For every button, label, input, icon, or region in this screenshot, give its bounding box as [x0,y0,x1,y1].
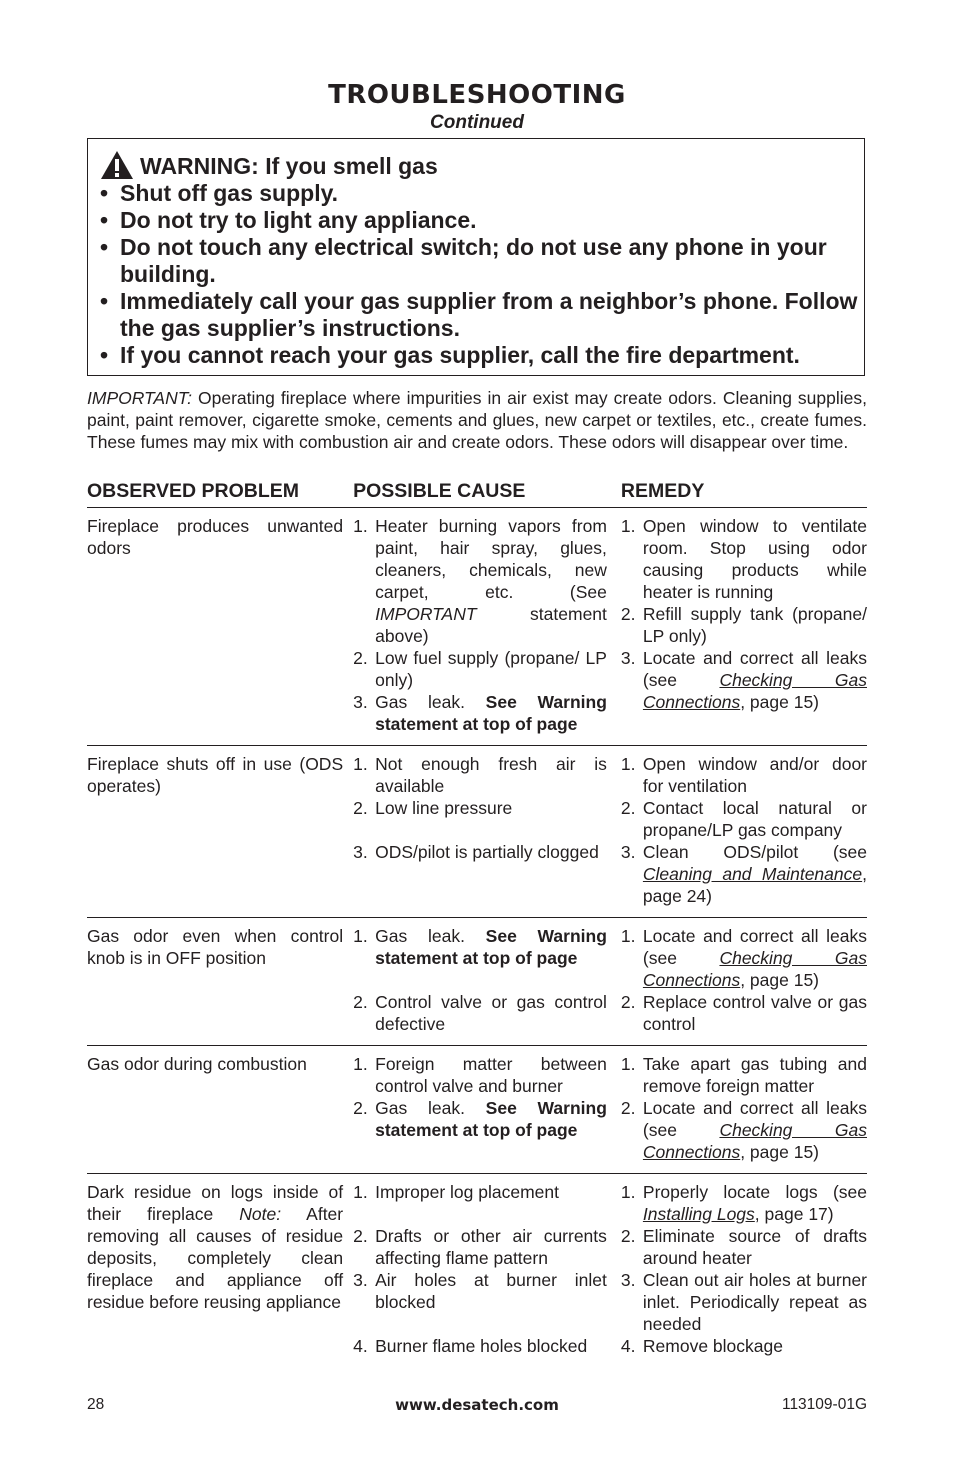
list-item: 1. Not enough fresh air is available [353,754,607,796]
header-possible-cause: POSSIBLE CAUSE [353,478,621,508]
website-link[interactable]: www.desatech.com [395,1396,559,1414]
troubleshooting-table [87,478,867,1367]
list-item: 2. Drafts or other air currents affecting flame pattern [353,1226,607,1268]
warning-list [100,180,864,369]
header-remedy: REMEDY [621,478,867,508]
list-item: 2. Low fuel supply (propane/ LP only) [353,648,607,690]
list-item: 2. Gas leak. See Warning statement at top of page [353,1098,607,1140]
list-item: 1. Locate and correct all leaks (see Checking Gas Connections, page 15) [620,926,867,990]
warning-item: • If you cannot reach your gas supplier, call the fire department. [100,342,864,369]
checking-gas-connections-link[interactable]: Checking Gas Connections [642,948,867,990]
warning-heading-text: WARNING: If you smell gas [140,153,438,179]
important-text: Operating fireplace where impurities in air exist may create odors. Cleaning supplies, paint, paint remover, cigarette smoke, cements and glues, new carpet or textiles, etc., create fumes. These fumes may mix with combustion air and create odors. These odors will disappear over time. [87,388,867,452]
list-item: 4. Burner flame holes blocked [353,1336,588,1356]
table-row [87,1046,867,1174]
list-item: 3. Clean out air holes at burner inlet. Periodically repeat as needed [620,1270,867,1334]
spacer [353,1313,607,1335]
list-item: 1. Open window to ventilate room. Stop using odor causing products while heater is running [620,516,867,602]
document-number: 113109-01G [781,1396,867,1413]
remedy-cell [621,918,867,1046]
warning-item: • Do not touch any electrical switch; do not use any phone in your building. [100,234,864,288]
warning-heading [100,153,864,180]
table-row [87,508,867,746]
remedy-cell [621,508,867,746]
important-label: IMPORTANT: [87,388,192,408]
page-number: 28 [87,1396,105,1413]
list-item: 2. Refill supply tank (propane/ LP only) [620,604,867,646]
remedy-cell [621,746,867,918]
spacer [353,819,607,841]
list-item: 2. Replace control valve or gas control [620,992,867,1034]
page-subtitle: Continued [430,112,524,133]
spacer [353,1203,607,1225]
problem-cell: Gas odor even when control knob is in OFF position [87,918,353,1046]
warning-item: • Shut off gas supply. [100,180,864,207]
list-item: 1. Properly locate logs (see Installing Logs, page 17) [620,1182,867,1224]
cause-cell [353,746,621,918]
list-item: 2. Eliminate source of drafts around heater [620,1226,867,1268]
problem-cell: Fireplace shuts off in use (ODS operates) [87,746,353,918]
problem-cell: Gas odor during combustion [87,1046,353,1174]
cause-cell [353,918,621,1046]
cause-cell [353,1046,621,1174]
list-item: 3. Locate and correct all leaks (see Checking Gas Connections, page 15) [620,648,867,712]
problem-cell: Fireplace produces unwanted odors [87,508,353,746]
list-item: 1. Improper log placement [353,1182,559,1202]
list-item: 3. Clean ODS/pilot (see Cleaning and Maintenance, page 24) [620,842,867,906]
warning-item: • Immediately call your gas supplier from a neighbor’s phone. Follow the gas supplier’s instructions. [100,288,864,342]
list-item: 1. Take apart gas tubing and remove foreign matter [620,1054,867,1096]
gas-warning-box [87,138,865,376]
page-title: TROUBLESHOOTING [328,80,626,110]
warning-triangle-icon [100,150,134,180]
cause-cell [353,508,621,746]
warning-item: • Do not try to light any appliance. [100,207,864,234]
spacer [353,969,607,991]
list-item: 1. Gas leak. See Warning statement at top of page [353,926,607,968]
installing-logs-link[interactable]: Installing Logs [642,1204,755,1224]
list-item: 3. Air holes at burner inlet blocked [353,1270,607,1312]
cause-cell [353,1174,621,1368]
list-item: 2. Locate and correct all leaks (see Checking Gas Connections, page 15) [620,1098,867,1162]
checking-gas-connections-link[interactable]: Checking Gas Connections [642,670,867,712]
list-item: 3. ODS/pilot is partially clogged [353,842,599,862]
see-warning-text: See Warning statement at top of page [375,692,607,734]
cleaning-maintenance-link[interactable]: Cleaning and Maintenance [642,864,863,884]
list-item: 2. Contact local natural or propane/LP gas company [620,798,867,840]
list-item: 4. Remove blockage [620,1336,783,1356]
table-row [87,918,867,1046]
table-header-row [87,478,867,508]
list-item: 1. Heater burning vapors from paint, hair spray, glues, cleaners, chemicals, new carpet, etc. (See IMPORTANT statement above) [353,516,607,646]
table-row [87,1174,867,1368]
remedy-cell [621,1174,867,1368]
checking-gas-connections-link[interactable]: Checking Gas Connections [642,1120,867,1162]
list-item: 2. Low line pressure [353,798,513,818]
list-item: 2. Control valve or gas control defective [353,992,607,1034]
list-item: 1. Open window and/or door for ventilation [620,754,867,796]
see-warning-text: See Warning statement at top of page [375,1098,607,1140]
problem-cell: Dark residue on logs inside of their fireplace Note: After removing all causes of residue deposits, completely clean fireplace and appliance off residue before reusing appliance [87,1182,344,1312]
see-warning-text: See Warning statement at top of page [375,926,607,968]
remedy-cell [621,1046,867,1174]
list-item: 1. Foreign matter between control valve and burner [353,1054,607,1096]
list-item: 3. Gas leak. See Warning statement at top of page [353,692,607,734]
important-note [87,387,867,453]
header-observed-problem: OBSERVED PROBLEM [87,478,353,508]
table-row [87,746,867,918]
